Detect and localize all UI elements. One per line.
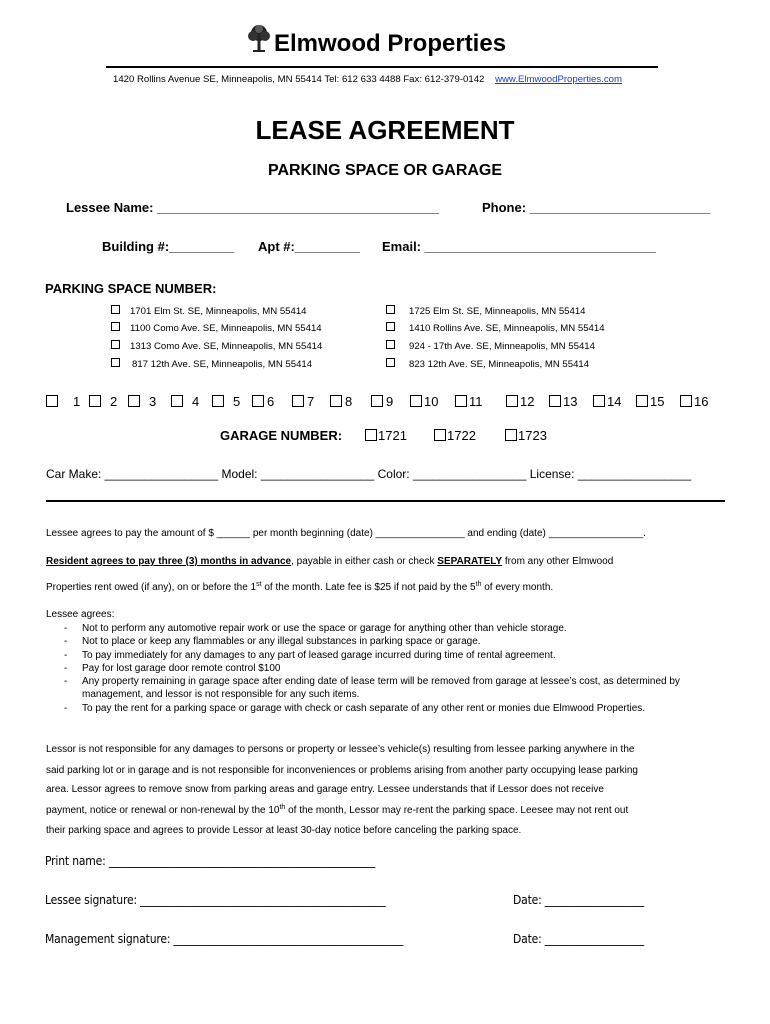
advance-text: , payable in either cash or check — [291, 556, 438, 567]
space-number-option[interactable]: 1 — [46, 394, 80, 409]
checkbox[interactable] — [505, 429, 517, 441]
advance-end: from any other Elmwood — [502, 556, 614, 567]
list-item: - To pay immediately for any damages to any part of leased garage incurred during time of rental agreement. — [64, 649, 704, 662]
page-subtitle: PARKING SPACE OR GARAGE — [267, 162, 503, 179]
checkbox[interactable] — [386, 340, 395, 349]
website-link[interactable]: www.ElmwoodProperties.com — [495, 74, 622, 85]
location-option[interactable]: 823 12th Ave. SE, Minneapolis, MN 55414 — [386, 358, 589, 370]
separately-text: SEPARATELY — [437, 556, 503, 567]
building-field[interactable]: Building #:_________ — [102, 239, 235, 254]
list-item: - Pay for lost garage door remote control $100 — [64, 662, 704, 675]
agrees-heading: Lessee agrees: — [46, 609, 115, 620]
car-fields[interactable]: Car Make: _________________ Model: _________________ Color: _________________ License: _________________ — [46, 467, 692, 481]
checkbox[interactable] — [111, 358, 120, 367]
advance-payment — [46, 556, 613, 567]
space-number-option[interactable]: 7 — [292, 394, 314, 409]
space-number-option[interactable]: 11 — [455, 394, 483, 409]
checkbox[interactable] — [171, 395, 183, 407]
checkbox[interactable] — [371, 395, 383, 407]
lessor-line: their parking space and agrees to provide Lessor at least 30-day notice before canceling the parking space. — [46, 825, 522, 836]
list-item: - Not to perform any automotive repair work or use the space or garage for anything other than vehicle storage. — [64, 622, 704, 635]
garage-option[interactable]: 1722 — [434, 428, 476, 443]
lessor-line: area. Lessor agrees to remove snow from parking areas and garage entry. Lessee understands that if Lessor does not receive — [46, 784, 604, 795]
address-line: 1420 Rollins Avenue SE, Minneapolis, MN 55414 Tel: 612 633 4488 Fax: 612-379-0142 — [113, 74, 485, 85]
checkbox[interactable] — [111, 340, 120, 349]
advance-bold: Resident agrees to pay three (3) months in advance — [46, 556, 292, 567]
location-option[interactable]: 924 - 17th Ave. SE, Minneapolis, MN 55414 — [386, 340, 595, 352]
superscript: st — [256, 581, 262, 588]
location-option[interactable]: 1725 Elm St. SE, Minneapolis, MN 55414 — [386, 305, 586, 317]
checkbox[interactable] — [386, 322, 395, 331]
superscript: th — [279, 804, 286, 811]
lessee-signature-field[interactable]: Lessee signature: _______________________________________________ — [45, 893, 386, 907]
checkbox[interactable] — [111, 305, 120, 314]
lessor-text-b: of the month, Lessor may re-rent the parking space. Leesee may not rent out — [285, 805, 629, 816]
email-field[interactable]: Email: ________________________________ — [382, 239, 656, 254]
space-number-option[interactable]: 6 — [252, 394, 274, 409]
location-option[interactable]: 1701 Elm St. SE, Minneapolis, MN 55414 — [111, 305, 307, 317]
space-number-option[interactable]: 14 — [593, 394, 621, 409]
section-rule — [46, 500, 725, 502]
space-number-option[interactable]: 8 — [330, 394, 352, 409]
garage-label: GARAGE NUMBER: — [220, 428, 343, 443]
agrees-list — [64, 622, 704, 715]
checkbox[interactable] — [46, 395, 58, 407]
checkbox[interactable] — [89, 395, 101, 407]
checkbox[interactable] — [506, 395, 518, 407]
page-title: LEASE AGREEMENT — [255, 115, 515, 145]
checkbox[interactable] — [252, 395, 264, 407]
checkbox[interactable] — [549, 395, 561, 407]
space-number-option[interactable]: 16 — [680, 394, 708, 409]
location-option[interactable]: 1100 Como Ave. SE, Minneapolis, MN 55414 — [111, 322, 322, 334]
lessor-line: Lessor is not responsible for any damages to persons or property or lessee’s vehicle(s) resulting from lessee parking anywhere in the — [46, 744, 635, 755]
logo — [246, 24, 272, 54]
rent-text-b: of the month. Late fee is $25 if not paid by the 5 — [261, 582, 476, 593]
checkbox[interactable] — [434, 429, 446, 441]
tree-icon — [246, 24, 272, 54]
lessor-text-a: payment, notice or renewal or non-renewal by the 10 — [46, 805, 280, 816]
header-address — [113, 74, 622, 85]
checkbox[interactable] — [292, 395, 304, 407]
list-item: - To pay the rent for a parking space or garage with check or cash separate of any other rent or monies due Elmwood Properties. — [64, 702, 704, 715]
lessor-line: said parking lot or in garage and is not responsible for inconveniences or problems arising from another party occupying lease parking — [46, 765, 638, 776]
space-number-option[interactable]: 4 — [171, 394, 199, 409]
space-number-option[interactable]: 3 — [128, 394, 156, 409]
checkbox[interactable] — [680, 395, 692, 407]
superscript: th — [475, 581, 482, 588]
payment-line: Lessee agrees to pay the amount of $ ______ per month beginning (date) ________________ and ending (date) _________________. — [46, 528, 646, 539]
apt-field[interactable]: Apt #:_________ — [258, 239, 360, 254]
checkbox[interactable] — [330, 395, 342, 407]
space-number-option[interactable]: 15 — [636, 394, 664, 409]
checkbox[interactable] — [593, 395, 605, 407]
list-item: - Not to place or keep any flammables or any illegal substances in parking space or garage. — [64, 635, 704, 648]
date-field[interactable]: Date: ___________________ — [513, 932, 644, 946]
checkbox[interactable] — [212, 395, 224, 407]
lessee-name-field[interactable]: Lessee Name: _______________________________________ — [66, 200, 440, 215]
checkbox[interactable] — [386, 305, 395, 314]
space-number-option[interactable]: 2 — [89, 394, 117, 409]
checkbox[interactable] — [128, 395, 140, 407]
space-number-option[interactable]: 9 — [371, 394, 393, 409]
checkbox[interactable] — [386, 358, 395, 367]
checkbox[interactable] — [636, 395, 648, 407]
checkbox[interactable] — [111, 322, 120, 331]
company-name: Elmwood Properties — [274, 30, 507, 57]
location-option[interactable]: 817 12th Ave. SE, Minneapolis, MN 55414 — [111, 358, 312, 370]
rent-text-a: Properties rent owed (if any), on or before the 1 — [46, 582, 257, 593]
garage-option[interactable]: 1723 — [505, 428, 547, 443]
garage-option[interactable]: 1721 — [365, 428, 407, 443]
checkbox[interactable] — [410, 395, 422, 407]
header-rule — [106, 66, 658, 68]
space-number-option[interactable]: 10 — [410, 394, 438, 409]
space-number-option[interactable]: 12 — [506, 394, 534, 409]
print-name-field[interactable]: Print name: ___________________________________________________ — [45, 854, 376, 868]
date-field[interactable]: Date: ___________________ — [513, 893, 644, 907]
space-number-option[interactable]: 13 — [549, 394, 577, 409]
parking-space-heading: PARKING SPACE NUMBER: — [45, 281, 217, 296]
rent-text-c: of every month. — [481, 582, 554, 593]
management-signature-field[interactable]: Management signature: ____________________________________________ — [45, 932, 404, 946]
list-item: - Any property remaining in garage space after ending date of lease term will be removed from garage at lessee’s cost, as determined by management, and lessor is not responsible for any such items. — [64, 675, 704, 702]
checkbox[interactable] — [365, 429, 377, 441]
location-option[interactable]: 1410 Rollins Ave. SE, Minneapolis, MN 55414 — [386, 322, 605, 334]
location-option[interactable]: 1313 Como Ave. SE, Minneapolis, MN 55414 — [111, 340, 322, 352]
space-number-option[interactable]: 5 — [212, 394, 240, 409]
phone-field[interactable]: Phone: _________________________ — [482, 200, 711, 215]
checkbox[interactable] — [455, 395, 467, 407]
lessor-line — [46, 804, 628, 816]
rent-due-line — [46, 581, 553, 593]
